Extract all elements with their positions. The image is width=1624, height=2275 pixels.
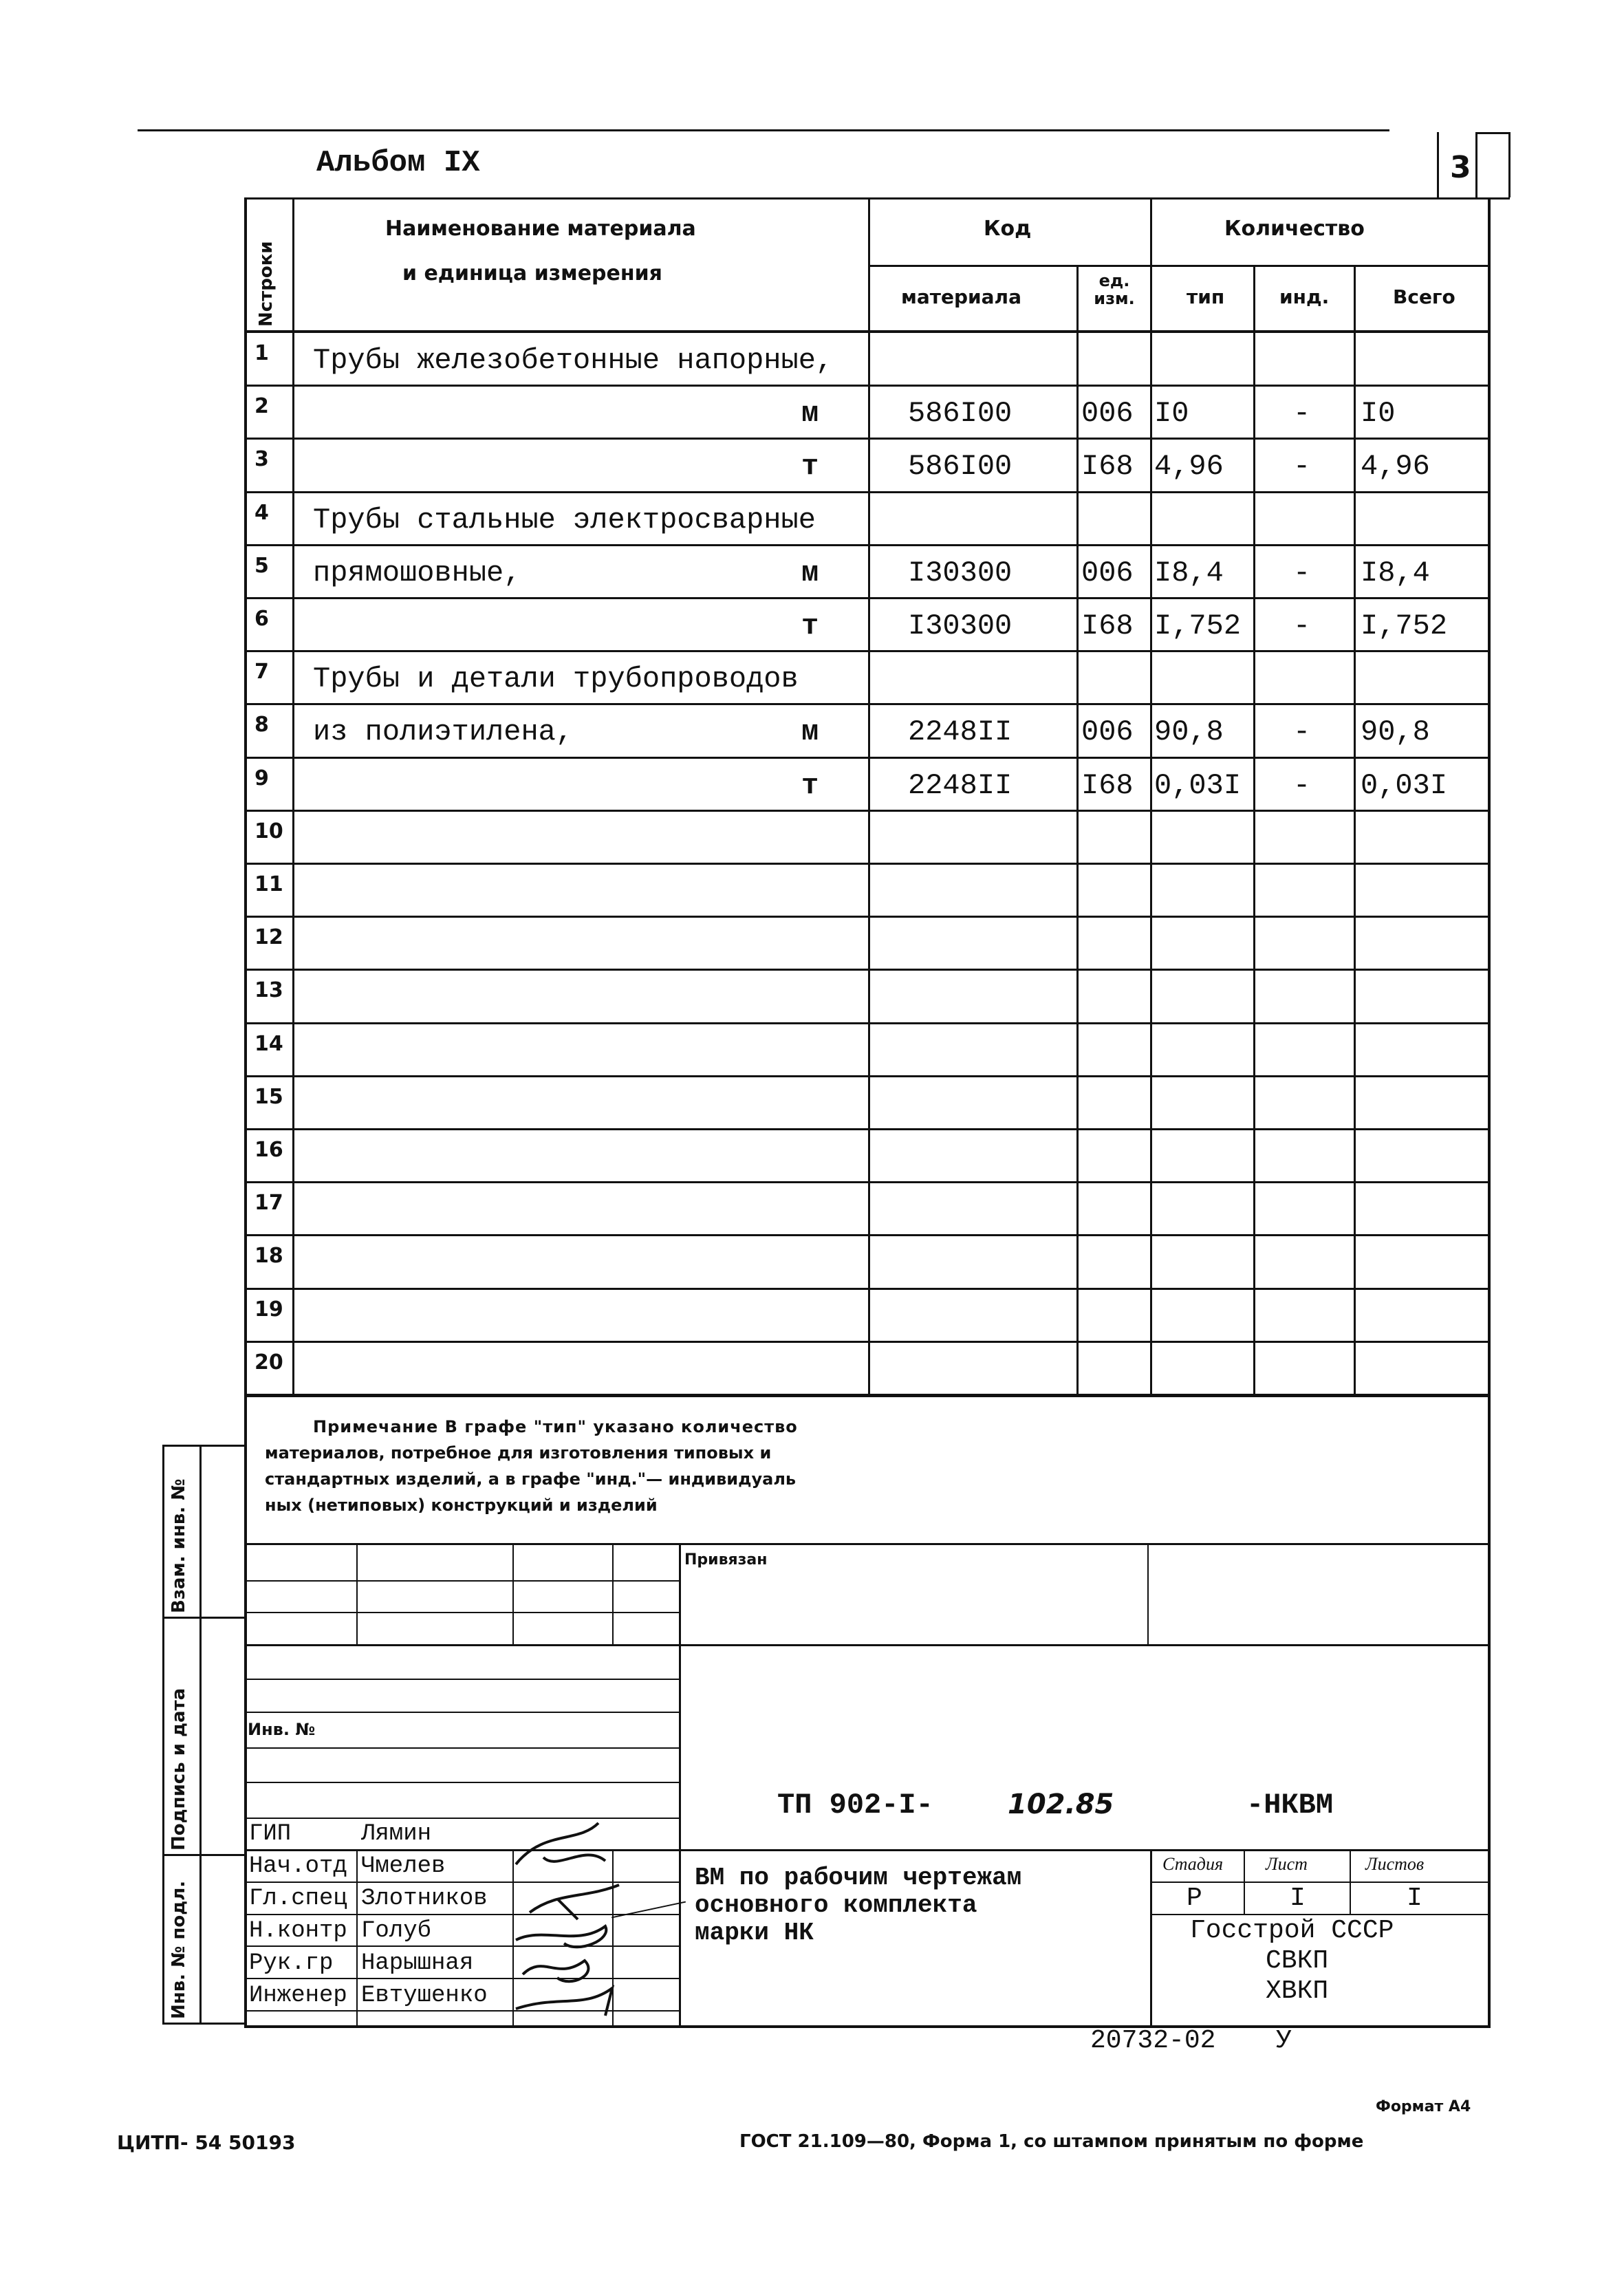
document-title bbox=[695, 1864, 1021, 1947]
qty-ind-cell: - bbox=[1293, 610, 1311, 643]
row-number: 9 bbox=[255, 766, 269, 790]
staff-role: Нач.отд bbox=[249, 1853, 347, 1879]
unit-code-header: ед. изм. bbox=[1094, 271, 1135, 308]
staff-name: Чмелев bbox=[361, 1853, 446, 1879]
qty-total-cell: 90,8 bbox=[1361, 715, 1430, 749]
organization-line3: ХВКП bbox=[1266, 1976, 1329, 2006]
material-code-cell: I30300 bbox=[908, 556, 1013, 590]
qty-ind-cell: - bbox=[1293, 556, 1311, 590]
row-number: 16 bbox=[255, 1138, 283, 1162]
material-code-cell: 2248II bbox=[908, 768, 1013, 802]
type-header: тип bbox=[1187, 285, 1225, 308]
row-number: 5 bbox=[255, 553, 269, 578]
note-line-4: ных (нетиповых) конструкций и изделий bbox=[265, 1496, 658, 1515]
staff-name: Евтушенко bbox=[361, 1983, 488, 2009]
note-line-2: материалов, потребное для изготовления типовых и bbox=[265, 1443, 772, 1463]
row-number: 7 bbox=[255, 660, 269, 684]
side-label-podpis: Подпись и дата bbox=[169, 1688, 189, 1851]
row-number: 11 bbox=[255, 872, 283, 896]
sheets-value: I bbox=[1407, 1884, 1422, 1913]
row-number: 3 bbox=[255, 447, 269, 472]
document-title-line3: марки НК bbox=[695, 1919, 814, 1947]
row-number: 15 bbox=[255, 1084, 283, 1109]
row-number: 1 bbox=[255, 341, 269, 365]
unit-code-cell: I68 bbox=[1081, 610, 1134, 643]
organization bbox=[1190, 1916, 1394, 2007]
staff-name: Лямин bbox=[361, 1821, 432, 1847]
material-code-cell: I30300 bbox=[908, 610, 1013, 643]
qty-ind-cell: - bbox=[1293, 715, 1311, 749]
material-code-cell: 2248II bbox=[908, 715, 1013, 749]
unit-code-cell: 006 bbox=[1081, 397, 1134, 431]
unit-cell: м bbox=[801, 397, 819, 431]
material-name-cell: Трубы железобетонные напорные, bbox=[313, 344, 834, 377]
qty-total-cell: I8,4 bbox=[1361, 556, 1430, 590]
unit-cell: т bbox=[801, 450, 819, 484]
unit-code-cell: I68 bbox=[1081, 450, 1134, 484]
row-number: 18 bbox=[255, 1244, 283, 1269]
ind-header: инд. bbox=[1279, 285, 1330, 308]
unit-cell: т bbox=[801, 610, 819, 643]
staff-role: Гл.спец bbox=[249, 1886, 347, 1912]
qty-total-cell: 4,96 bbox=[1361, 450, 1430, 484]
staff-role: ГИП bbox=[249, 1821, 292, 1847]
row-number: 6 bbox=[255, 607, 269, 631]
material-code-cell: 586I00 bbox=[908, 450, 1013, 484]
row-number: 4 bbox=[255, 500, 269, 525]
total-header: Всего bbox=[1393, 285, 1455, 308]
unit-cell: м bbox=[801, 556, 819, 590]
doc-code-prefix: ТП 902-I- bbox=[777, 1789, 933, 1822]
staff-role: Инженер bbox=[249, 1983, 347, 2009]
note bbox=[265, 1414, 798, 1518]
sheet-number: 3 bbox=[1450, 150, 1471, 185]
qty-type-cell: 90,8 bbox=[1154, 715, 1224, 749]
row-number: 10 bbox=[255, 819, 283, 843]
doc-code-number: 102.85 bbox=[1008, 1789, 1114, 1820]
stage-value: Р bbox=[1187, 1884, 1202, 1913]
qty-ind-cell: - bbox=[1293, 768, 1311, 802]
name-header-line2: и единица измерения bbox=[402, 261, 662, 285]
quantity-header: Количество bbox=[1224, 217, 1365, 241]
material-name-cell: Трубы и детали трубопроводов bbox=[313, 662, 799, 696]
staff-name: Голуб bbox=[361, 1918, 432, 1944]
sheet-label: Лист bbox=[1266, 1854, 1308, 1874]
qty-total-cell: I,752 bbox=[1361, 610, 1448, 643]
material-name-cell: прямошовные, bbox=[313, 556, 521, 590]
staff-name: Злотников bbox=[361, 1886, 488, 1912]
row-number: 2 bbox=[255, 394, 269, 419]
footer-left-code: ЦИТП- 54 50193 bbox=[117, 2131, 296, 2154]
note-line-1: Примечание В графе "тип" указано количество bbox=[313, 1417, 798, 1436]
qty-type-cell: I,752 bbox=[1154, 610, 1242, 643]
footer-gost: ГОСТ 21.109—80, Форма 1, со штампом принятым по форме bbox=[739, 2131, 1364, 2152]
qty-total-cell: I0 bbox=[1361, 397, 1396, 431]
row-number: 20 bbox=[255, 1350, 283, 1374]
row-number: 19 bbox=[255, 1297, 283, 1322]
sheet-value: I bbox=[1290, 1884, 1306, 1913]
stage-label: Стадия bbox=[1162, 1854, 1224, 1874]
doc-code-suffix: -НКВМ bbox=[1246, 1789, 1334, 1822]
qty-ind-cell: - bbox=[1293, 450, 1311, 484]
sheets-label: Листов bbox=[1365, 1854, 1425, 1874]
qty-ind-cell: - bbox=[1293, 397, 1311, 431]
row-number-header: Nстроки bbox=[256, 241, 277, 327]
document-title-line2: основного комплекта bbox=[695, 1891, 977, 1919]
qty-type-cell: 0,03I bbox=[1154, 768, 1242, 802]
unit-code-cell: I68 bbox=[1081, 768, 1134, 802]
qty-type-cell: I8,4 bbox=[1154, 556, 1224, 590]
unit-code-cell: 006 bbox=[1081, 715, 1134, 749]
qty-type-cell: 4,96 bbox=[1154, 450, 1224, 484]
side-label-inv-podl: Инв. № подл. bbox=[169, 1880, 189, 2019]
material-name-cell: Трубы стальные электросварные bbox=[313, 503, 816, 537]
staff-role: Н.контр bbox=[249, 1918, 347, 1944]
qty-type-cell: I0 bbox=[1154, 397, 1189, 431]
album-label: Альбом IX bbox=[316, 146, 480, 180]
row-number: 8 bbox=[255, 713, 269, 737]
code-header: Код bbox=[984, 217, 1032, 241]
note-line-3: стандартных изделий, а в графе "инд."— индивидуаль bbox=[265, 1469, 797, 1489]
staff-role: Рук.гр bbox=[249, 1950, 334, 1976]
material-code-cell: 586I00 bbox=[908, 397, 1013, 431]
qty-total-cell: 0,03I bbox=[1361, 768, 1448, 802]
privyazan-label: Привязан bbox=[684, 1551, 768, 1568]
unit-cell: т bbox=[801, 768, 819, 802]
inventory-number-label: Инв. № bbox=[248, 1720, 316, 1739]
unit-code-cell: 006 bbox=[1081, 556, 1134, 590]
archive-suffix: У bbox=[1276, 2026, 1292, 2056]
material-name-cell: из полиэтилена, bbox=[313, 715, 574, 749]
organization-line1: Госстрой СССР bbox=[1190, 1916, 1394, 1945]
organization-line2: СВКП bbox=[1266, 1946, 1329, 1976]
signature-scribbles bbox=[502, 1802, 681, 2023]
document-title-line1: ВМ по рабочим чертежам bbox=[695, 1864, 1022, 1892]
name-header-line1: Наименование материала bbox=[385, 217, 696, 241]
row-number: 17 bbox=[255, 1191, 283, 1216]
material-code-header: материала bbox=[901, 285, 1021, 308]
footer-format: Формат А4 bbox=[1376, 2098, 1471, 2115]
staff-name: Нарышная bbox=[361, 1950, 474, 1976]
side-label-vzam: Взам. инв. № bbox=[169, 1478, 189, 1613]
row-number: 12 bbox=[255, 925, 283, 950]
row-number: 14 bbox=[255, 1031, 283, 1056]
unit-cell: м bbox=[801, 715, 819, 749]
archive-number: 20732-02 bbox=[1090, 2026, 1216, 2056]
row-number: 13 bbox=[255, 978, 283, 1003]
